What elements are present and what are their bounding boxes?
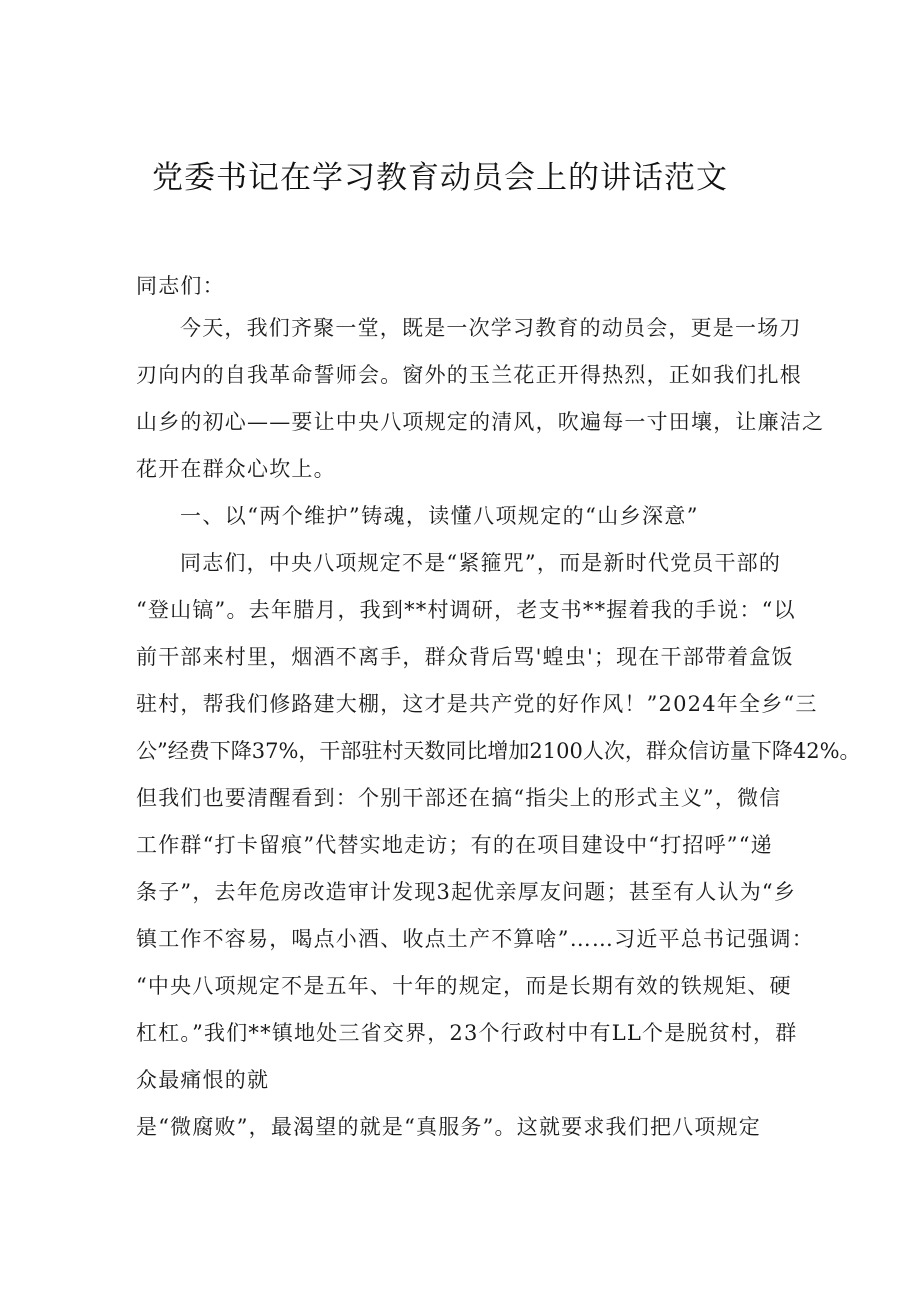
paragraph-line: 杠杠。”我们**镇地处三省交界，23个行政村中有LL个是脱贫村，群: [136, 1021, 798, 1045]
section-heading: 一、以“两个维护”铸魂，读懂八项规定的“山乡深意”: [180, 504, 699, 528]
paragraph-line: 但我们也要清醒看到：个别干部还在搞“指尖上的形式主义”，微信: [136, 786, 782, 810]
paragraph-line: 今天，我们齐聚一堂，既是一次学习教育的动员会，更是一场刀: [180, 316, 802, 340]
paragraph-line: 同志们，中央八项规定不是“紧箍咒”，而是新时代党员干部的: [180, 551, 782, 575]
paragraph-line: 驻村，帮我们修路建大棚，这才是共产党的好作风！”2024年全乡“三: [136, 692, 818, 716]
speech-body: [136, 305, 861, 1151]
paragraph-line: 条子”，去年危房改造审计发现3起优亲厚友问题；甚至有人认为“乡: [136, 880, 797, 904]
paragraph-line: 工作群“打卡留痕”代替实地走访；有的在项目建设中“打招呼”“递: [136, 833, 773, 857]
paragraph-line: 是“微腐败”，最渴望的就是“真服务”。这就要求我们把八项规定: [136, 1115, 761, 1139]
document-title: 党委书记在学习教育动员会上的讲话范文: [152, 160, 728, 196]
paragraph-line: 花开在群众心坎上。: [136, 457, 336, 481]
paragraph-line: 众最痛恨的就: [136, 1068, 270, 1092]
salutation-text: 同志们：: [136, 274, 225, 298]
paragraph-line: 山乡的初心——要让中央八项规定的清风，吹遍每一寸田壤，让廉洁之: [136, 410, 825, 434]
paragraph-line: “中央八项规定不是五年、十年的规定，而是长期有效的铁规矩、硬: [136, 974, 792, 998]
paragraph-line: 刃向内的自我革命誓师会。窗外的玉兰花正开得热烈，正如我们扎根: [136, 363, 802, 387]
salutation: [136, 263, 796, 310]
paragraph-line: “登山镐”。去年腊月，我到**村调研，老支书**握着我的手说：“以: [136, 598, 796, 622]
paragraph-line: 公”经费下降37%，干部驻村天数同比增加2100人次，群众信访量下降42%。: [136, 739, 861, 763]
paragraph-line: 前干部来村里，烟酒不离手，群众背后骂'蝗虫'；现在干部带着盒饭: [136, 645, 794, 669]
paragraph-line: 镇工作不容易，喝点小酒、收点土产不算啥”……习近平总书记强调：: [136, 927, 814, 951]
